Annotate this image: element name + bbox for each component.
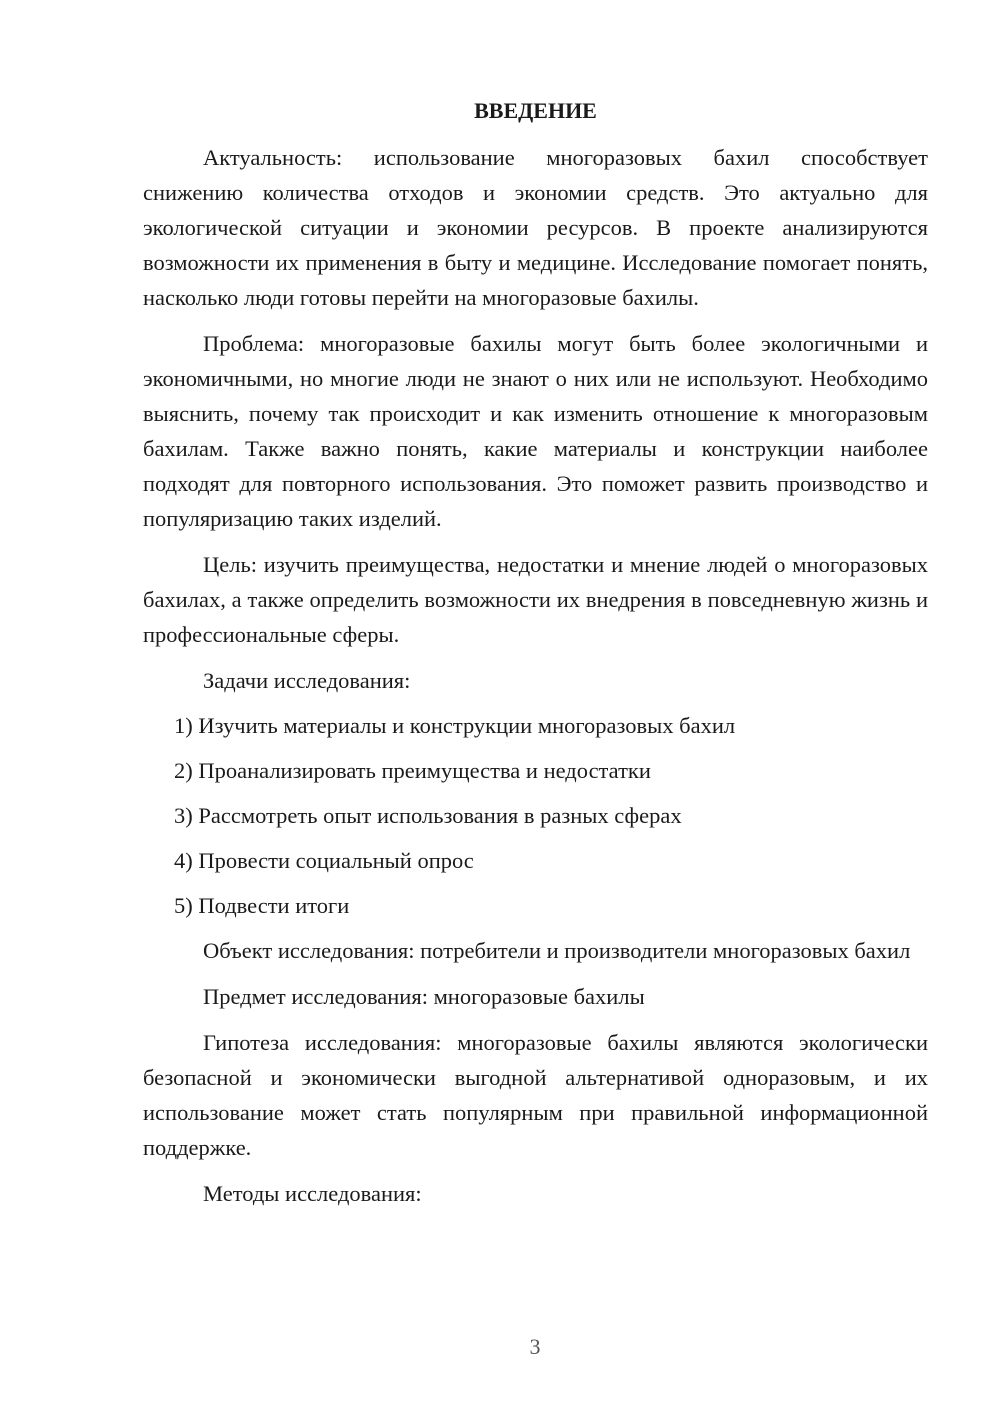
tasks-label: Задачи исследования: <box>203 668 411 693</box>
hypothesis-paragraph: Гипотеза исследования: многоразовые бахилы являются экологически безопасной и экономически выгодной альтернативой одноразовым, и их использование может стать популярным при правильной информационной поддержке. <box>143 1030 928 1160</box>
relevance-paragraph: Актуальность: использование многоразовых бахил способствует снижению количества отходов и экономии средств. Это актуально для экологической ситуации и экономии ресурсов. В проекте анализируются возможности их применения в быту и медицине. Исследование помогает понять, насколько люди готовы перейти на многоразовые бахилы. <box>143 145 928 310</box>
subject-paragraph: Предмет исследования: многоразовые бахилы <box>203 984 645 1009</box>
tasks-list <box>143 708 928 923</box>
task-item-5: 5) Подвести итоги <box>174 893 350 918</box>
task-item-3: 3) Рассмотреть опыт использования в разных сферах <box>174 803 682 828</box>
page-number: 3 <box>529 1334 541 1359</box>
task-item-2: 2) Проанализировать преимущества и недостатки <box>174 758 651 783</box>
problem-paragraph: Проблема: многоразовые бахилы могут быть более экологичными и экономичными, но многие люди не знают о них или не используют. Необходимо выяснить, почему так происходит и как изменить отношение к многоразовым бахилам. Также важно понять, какие материалы и конструкции наиболее подходят для повторного использования. Это поможет развить производство и популяризацию таких изделий. <box>143 331 928 531</box>
page-title: ВВЕДЕНИЕ <box>474 98 597 123</box>
methods-paragraph: Методы исследования: <box>203 1181 422 1206</box>
task-item-1: 1) Изучить материалы и конструкции многоразовых бахил <box>174 713 736 738</box>
page-content <box>143 96 928 1222</box>
goal-paragraph: Цель: изучить преимущества, недостатки и мнение людей о многоразовых бахилах, а также определить возможности их внедрения в повседневную жизнь и профессиональные сферы. <box>143 552 928 647</box>
object-paragraph: Объект исследования: потребители и производители многоразовых бахил <box>203 938 911 963</box>
task-item-4: 4) Провести социальный опрос <box>174 848 474 873</box>
